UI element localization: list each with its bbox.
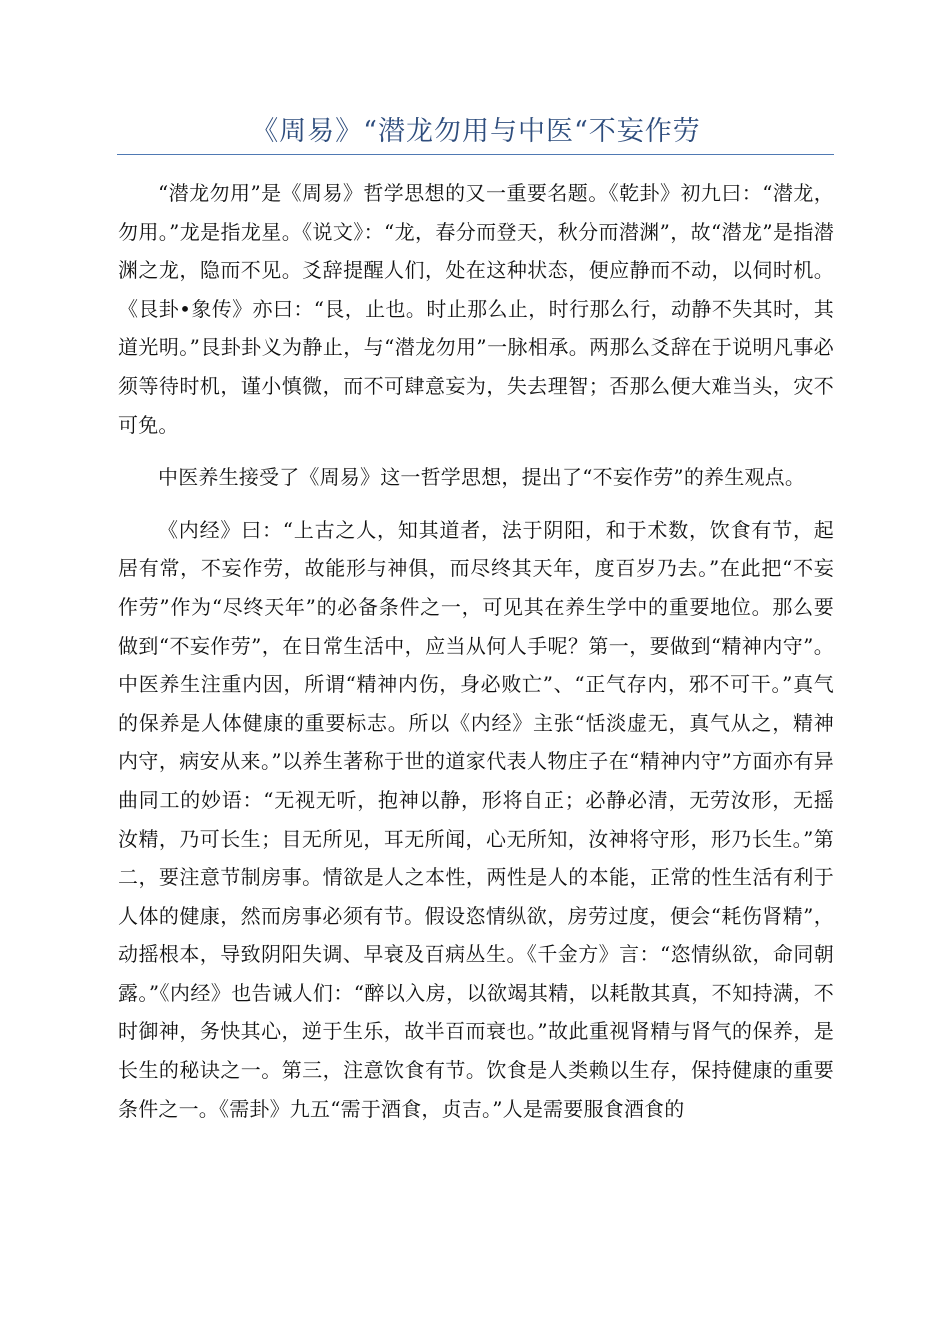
paragraph-tcm-viewpoint: 中医养生接受了《周易》这一哲学思想，提出了“不妄作劳”的养生观点。	[158, 465, 806, 490]
paragraph-qian-gua: “潜龙勿用”是《周易》哲学思想的又一重要名题。《乾卦》初九曰：“潜龙，勿用。”龙是指龙星。《说文》：“龙，春分而登天，秋分而潜渊”，故“潜龙”是指潜渊之龙，隐而不见。爻辞提醒人们，处在这种状态，便应静而不动，以伺时机。《艮卦•象传》亦曰：“艮，止也。时止那么止，时行那么行，动静不失其时，其道光明。”艮卦卦义为静止，与“潜龙勿用”一脉相承。两那么爻辞在于说明凡事必须等待时机，谨小慎微，而不可肆意妄为，失去理智；否那么便大难当头，灾不可免。	[118, 181, 834, 437]
page-title: 《周易》“潜龙勿用与中医“不妄作劳	[251, 116, 701, 147]
title-underline	[117, 154, 834, 155]
paragraph-neijing: 《内经》曰：“上古之人，知其道者，法于阴阳，和于术数，饮食有节，起居有常，不妄作劳，故能形与神俱，而尽终其天年，度百岁乃去。”在此把“不妄作劳”作为“尽终天年”的必备条件之一，可见其在养生学中的重要地位。那么要做到“不妄作劳”，在日常生活中，应当从何人手呢？第一，要做到“精神内守”。中医养生注重内因，所谓“精神内伤，身必败亡”、“正气存内，邪不可干。”真气的保养是人体健康的重要标志。所以《内经》主张“恬淡虚无，真气从之，精神内守，病安从来。”以养生著称于世的道家代表人物庄子在“精神内守”方面亦有异曲同工的妙语：“无视无听，抱神以静，形将自正；必静必清，无劳汝形，无摇汝精，乃可长生；目无所见，耳无所闻，心无所知，汝神将守形，形乃长生。”第二，要注意节制房事。情欲是人之本性，两性是人的本能，正常的性生活有利于人体的健康，然而房事必须有节。假设恣情纵欲，房劳过度，便会“耗伤肾精”，动摇根本，导致阴阳失调、早衰及百病丛生。《千金方》言：“恣情纵欲，命同朝露。”《内经》也告诫人们：“醉以入房，以欲竭其精，以耗散其真，不知持满，不时御神，务快其心，逆于生乐，故半百而衰也。”故此重视肾精与肾气的保养，是长生的秘诀之一。第三，注意饮食有节。饮食是人类赖以生存，保持健康的重要条件之一。《需卦》九五“需于酒食，贞吉。”人是需要服食酒食的	[118, 517, 834, 1121]
document-body	[118, 174, 834, 1128]
